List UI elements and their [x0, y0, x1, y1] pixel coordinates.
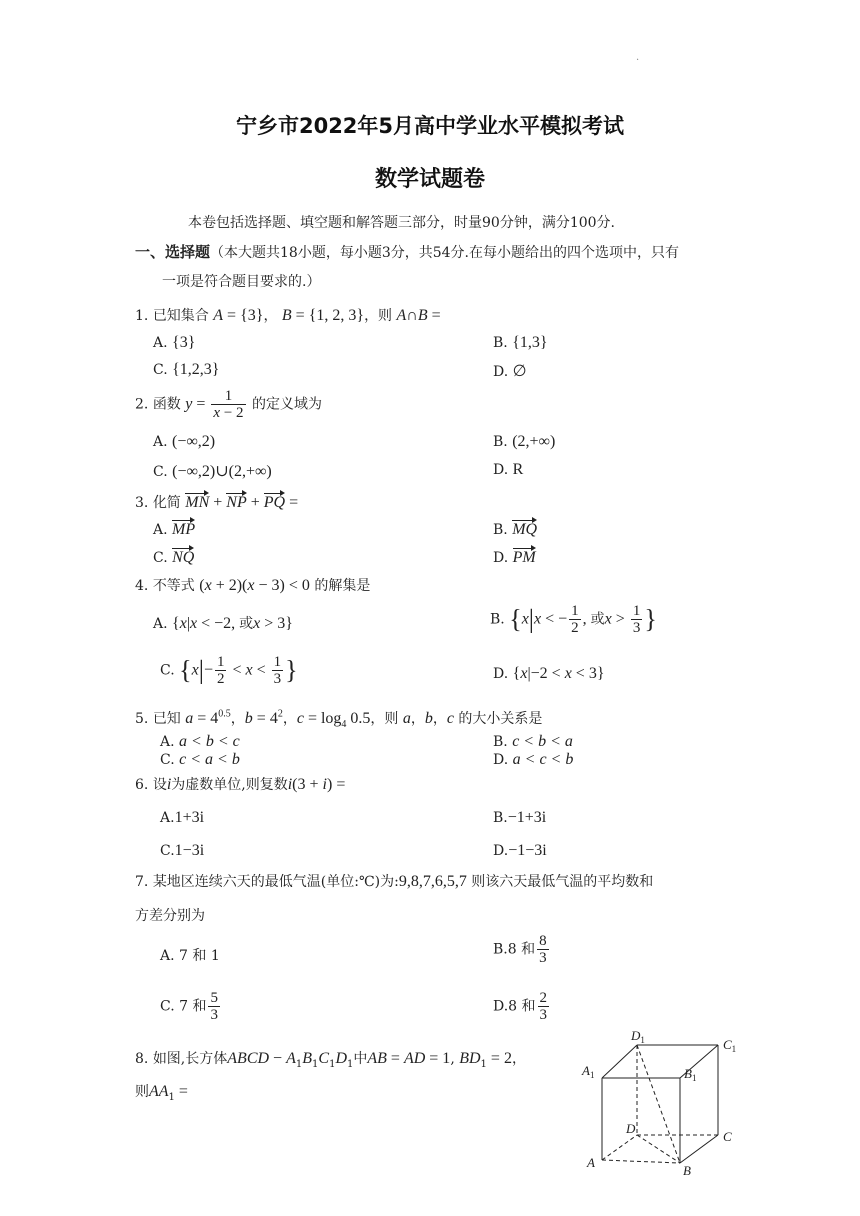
question-7: 7. 某地区连续六天的最低气温(单位:℃)为:9,8,7,6,5,7 则该六天最低气温的平均数和	[135, 873, 654, 890]
q4-option-a[interactable]: A. {x|x < −2, 或x > 3}	[153, 615, 293, 632]
q1-option-b[interactable]: B. {1,3}	[493, 334, 548, 351]
section-desc: （本大题共18小题，每小题3分，共54分.在每小题给出的四个选项中，只有	[210, 245, 680, 261]
question-8-line2: 则$AA_1$ =	[135, 1083, 188, 1103]
q6-option-d[interactable]: D.−1−3i	[493, 842, 547, 859]
question-8: 8. 如图,长方体ABCD − $A_1B_1C_1D_1$中AB = AD = 1, $BD_1 = 2$，	[135, 1050, 526, 1070]
q5-option-a[interactable]: A. a < b < c	[160, 733, 240, 750]
cuboid-figure	[575, 1020, 755, 1180]
section-header	[135, 241, 679, 262]
q1-tail: ，则	[364, 308, 393, 324]
q7-option-d[interactable]: D.8 和 $\frac{2}{3}$	[493, 990, 548, 1023]
q1-number: 1.	[135, 308, 149, 324]
label-a: A	[587, 1155, 595, 1170]
question-7-line2: 方差分别为	[135, 908, 205, 924]
q4-option-c[interactable]: C. {x|− $\frac{1}{2}$ < x < $\frac{1}{3}$ }	[160, 654, 298, 687]
q5-option-c[interactable]: C. c < a < b	[160, 751, 240, 768]
question-1: 1. 已知集合 A = {3}， B = {1, 2, 3}，则 A∩B =	[135, 307, 441, 324]
q3-option-a[interactable]: A. MP	[153, 521, 196, 538]
q4-option-b[interactable]: B. {x|x < − $\frac{1}{2}$ , 或x > $\frac{1}{3}$ }	[490, 603, 657, 636]
q7-option-a[interactable]: A. 7 和 1	[160, 948, 220, 964]
q3-option-d[interactable]: D. PM	[493, 549, 536, 566]
q2-option-c[interactable]: C. (−∞,2)∪(2,+∞)	[153, 463, 272, 480]
question-2: 2. 函数 y = $\frac{1}{x - 2}$ 的定义域为	[135, 388, 322, 421]
q1-option-d[interactable]: D. ∅	[493, 363, 527, 380]
q6-option-c[interactable]: C.1−3i	[160, 842, 205, 859]
q7-option-c[interactable]: C. 7 和 $\frac{5}{3}$	[160, 990, 218, 1023]
q1-option-c[interactable]: C. {1,2,3}	[153, 361, 220, 378]
label-d: D	[626, 1121, 636, 1136]
q3-option-b[interactable]: B. MQ	[493, 521, 538, 538]
section-label: 一、选择题	[135, 243, 211, 261]
q3-option-c[interactable]: C. NQ	[153, 549, 195, 566]
q6-option-a[interactable]: A.1+3i	[160, 809, 205, 826]
section-desc-line2: 一项是符合题目要求的.）	[162, 274, 321, 290]
q6-option-b[interactable]: B.−1+3i	[493, 809, 547, 826]
question-5: 5. 已知 $a = 4^{0.5}$，$b = 4^2$，$c = \log_4 0.5$，则 a，b，c 的大小关系是	[135, 708, 543, 731]
q5-option-b[interactable]: B. c < b < a	[493, 733, 573, 750]
q1-set-a: A	[213, 307, 224, 324]
question-3: 3. 化简 MN + NP + PQ =	[135, 494, 299, 511]
page-title: 宁乡市2022年5月高中学业水平模拟考试	[235, 114, 625, 138]
q2-option-b[interactable]: B. (2,+∞)	[493, 433, 556, 450]
page-subtitle: 数学试题卷	[374, 167, 485, 192]
corner-dot: .	[636, 52, 640, 63]
exam-intro: 本卷包括选择题、填空题和解答题三部分，时量90分钟，满分100分.	[188, 215, 615, 231]
question-4: 4. 不等式 (x + 2)(x − 3) < 0 的解集是	[135, 577, 371, 594]
question-6: 6. 设i为虚数单位,则复数i(3 + i) =	[135, 776, 346, 793]
q1-option-a[interactable]: A. {3}	[153, 334, 196, 351]
q4-option-d[interactable]: D. {x|−2 < x < 3}	[493, 665, 605, 682]
label-d1: $D_1$	[631, 1028, 645, 1045]
label-c1: $C_1$	[723, 1037, 737, 1054]
label-c: C	[723, 1129, 732, 1144]
q2-option-a[interactable]: A. (−∞,2)	[153, 433, 216, 450]
q7-option-b[interactable]: B.8 和 $\frac{8}{3}$	[493, 933, 547, 966]
label-a1: $A_1$	[582, 1063, 595, 1080]
label-b: B	[683, 1163, 691, 1178]
label-b1: $B_1$	[684, 1066, 697, 1083]
q5-option-d[interactable]: D. a < c < b	[493, 751, 574, 768]
q1-text: 已知集合	[152, 308, 209, 324]
q2-option-d[interactable]: D. R	[493, 461, 524, 478]
